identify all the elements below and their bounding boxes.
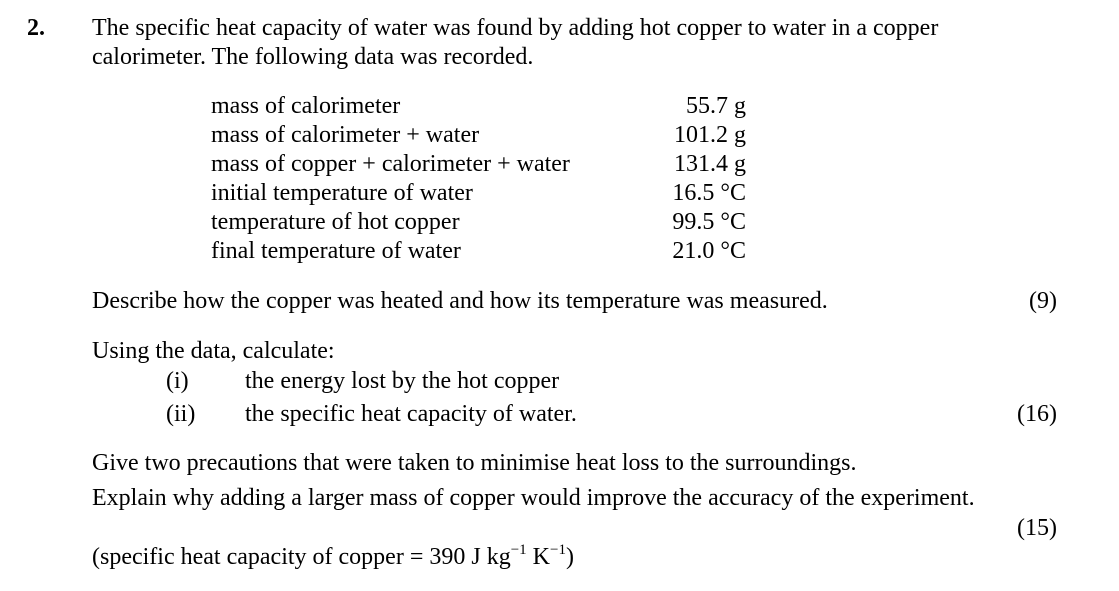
copper-heat-capacity-note bbox=[92, 543, 574, 575]
explain-question: Explain why adding a larger mass of copper would improve the accuracy of the experiment. bbox=[92, 485, 975, 511]
describe-question: Describe how the copper was heated and how its temperature was measured. bbox=[92, 288, 828, 314]
question-intro-line-1: The specific heat capacity of water was found by adding hot copper to water in a copper bbox=[92, 15, 939, 41]
data-row-label: mass of copper + calorimeter + water bbox=[211, 151, 570, 177]
calculate-marks: (16) bbox=[1017, 401, 1057, 427]
note-suffix: ) bbox=[565, 544, 574, 570]
data-row-value: 99.5 °C bbox=[672, 209, 746, 235]
data-row-value: 55.7 g bbox=[686, 93, 746, 119]
data-row-value: 101.2 g bbox=[674, 122, 746, 148]
data-row-value: 16.5 °C bbox=[672, 180, 746, 206]
calculate-item-number: (ii) bbox=[166, 401, 196, 427]
calculate-intro: Using the data, calculate: bbox=[92, 338, 335, 364]
note-exponent-1: −1 bbox=[510, 542, 527, 558]
data-row-label: initial temperature of water bbox=[211, 180, 473, 206]
calculate-item-text: the energy lost by the hot copper bbox=[245, 368, 560, 394]
data-row-label: mass of calorimeter bbox=[211, 93, 401, 119]
data-row-label: temperature of hot copper bbox=[211, 209, 460, 235]
note-prefix: (specific heat capacity of copper = 390 J kg bbox=[92, 544, 511, 570]
data-row-value: 131.4 g bbox=[674, 151, 746, 177]
calculate-item-number: (i) bbox=[166, 368, 189, 394]
note-middle: K bbox=[526, 544, 551, 570]
question-number: 2. bbox=[27, 15, 45, 41]
describe-marks: (9) bbox=[1029, 288, 1057, 314]
data-row-label: mass of calorimeter + water bbox=[211, 122, 480, 148]
precautions-marks: (15) bbox=[1017, 515, 1057, 541]
data-row-value: 21.0 °C bbox=[672, 238, 746, 264]
data-row-label: final temperature of water bbox=[211, 238, 461, 264]
note-exponent-2: −1 bbox=[550, 542, 566, 558]
calculate-item-text: the specific heat capacity of water. bbox=[245, 401, 577, 427]
question-intro-line-2: calorimeter. The following data was recorded. bbox=[92, 44, 534, 70]
precautions-question: Give two precautions that were taken to minimise heat loss to the surroundings. bbox=[92, 450, 857, 476]
